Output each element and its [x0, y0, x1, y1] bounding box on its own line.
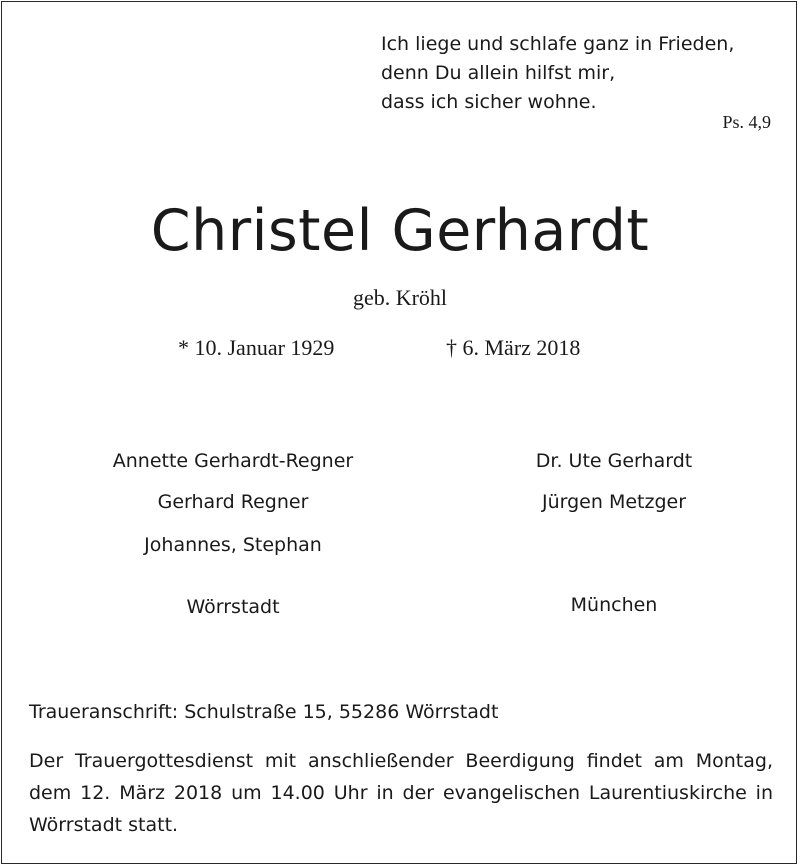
verse-line: denn Du allein hilfst mir,: [381, 62, 616, 84]
birth-date: * 10. Januar 1929: [178, 335, 335, 360]
mourner-name: Johannes, Stephan: [144, 534, 322, 556]
mourner-name: Annette Gerhardt-Regner: [112, 450, 354, 472]
verse-reference: Ps. 4,9: [722, 112, 771, 132]
mourner-city-right: München: [570, 594, 658, 616]
mourner-name: Gerhard Regner: [157, 491, 309, 513]
verse-line: Ich liege und schlafe ganz in Frieden,: [381, 33, 735, 55]
mourner-name: Dr. Ute Gerhardt: [535, 450, 693, 472]
obituary-border: [1, 1, 797, 864]
funeral-service-notice: Der Trauergottesdienst mit anschließender Beerdigung findet am Montag, dem 12. März 2018 um 14.00 Uhr in der evangelischen Laurentiuskirche in Wörrstadt statt.: [29, 750, 773, 836]
maiden-name: geb. Kröhl: [352, 285, 448, 310]
mourner-city-left: Wörrstadt: [186, 596, 280, 618]
mourner-name: Jürgen Metzger: [541, 491, 687, 513]
deceased-name: Christel Gerhardt: [150, 198, 650, 264]
mourning-address: Traueranschrift: Schulstraße 15, 55286 Wörrstadt: [29, 701, 499, 723]
bible-verse: [381, 30, 734, 117]
verse-line: dass ich sicher wohne.: [381, 91, 597, 113]
death-date: † 6. März 2018: [446, 335, 581, 360]
